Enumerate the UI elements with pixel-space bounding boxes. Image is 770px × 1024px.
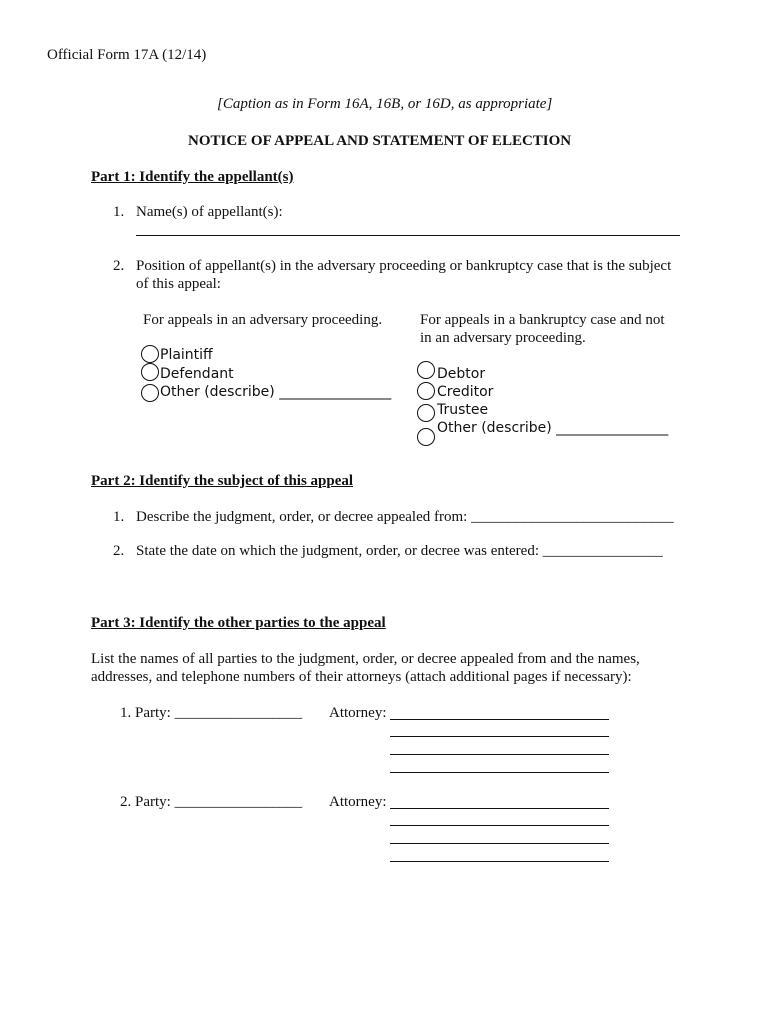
- adversary-other-label: Other (describe) ________________: [160, 384, 392, 400]
- party1-attorney-line4[interactable]: [390, 772, 609, 773]
- page-title: NOTICE OF APPEAL AND STATEMENT OF ELECTION: [188, 133, 572, 149]
- party2-attorney-label: Attorney:: [329, 794, 387, 810]
- part2-heading: Part 2: Identify the subject of this appeal: [91, 473, 354, 489]
- part3-intro-line2: addresses, and telephone numbers of their attorneys (attach additional pages if necessary):: [91, 669, 632, 685]
- part1-item1-number: 1.: [113, 204, 125, 220]
- plaintiff-radio[interactable]: [141, 345, 159, 363]
- party1-attorney-line3[interactable]: [390, 754, 609, 755]
- part3-heading: Part 3: Identify the other parties to the appeal: [91, 615, 386, 631]
- party2-field[interactable]: 2. Party: _________________: [120, 794, 303, 810]
- adversary-other-radio[interactable]: [141, 384, 159, 402]
- debtor-label: Debtor: [437, 366, 486, 382]
- creditor-label: Creditor: [437, 384, 494, 400]
- appellant-name-label: Name(s) of appellant(s):: [136, 204, 283, 220]
- party2-attorney-line4[interactable]: [390, 861, 609, 862]
- form-id: Official Form 17A (12/14): [47, 47, 207, 63]
- caption-note: [Caption as in Form 16A, 16B, or 16D, as appropriate]: [217, 96, 553, 112]
- bankruptcy-other-radio[interactable]: [417, 428, 435, 446]
- part1-heading: Part 1: Identify the appellant(s): [91, 169, 294, 185]
- defendant-label: Defendant: [160, 366, 234, 382]
- position-question-line2: of this appeal:: [136, 276, 221, 292]
- part3-intro-line1: List the names of all parties to the judgment, order, or decree appealed from and the names,: [91, 651, 640, 667]
- party2-attorney-line2[interactable]: [390, 825, 609, 826]
- party1-attorney-line1[interactable]: [390, 719, 609, 720]
- judgment-description-field[interactable]: Describe the judgment, order, or decree appealed from: ___________________________: [136, 509, 674, 525]
- part2-item1-number: 1.: [113, 509, 125, 525]
- party1-field[interactable]: 1. Party: _________________: [120, 705, 303, 721]
- party2-attorney-line1[interactable]: [390, 808, 609, 809]
- defendant-radio[interactable]: [141, 363, 159, 381]
- debtor-radio[interactable]: [417, 361, 435, 379]
- bankruptcy-other-label: Other (describe) ________________: [437, 420, 669, 436]
- adversary-heading: For appeals in an adversary proceeding.: [143, 312, 383, 328]
- party2-attorney-line3[interactable]: [390, 843, 609, 844]
- bankruptcy-heading-line2: in an adversary proceeding.: [420, 330, 586, 346]
- trustee-radio[interactable]: [417, 404, 435, 422]
- appellant-name-field[interactable]: [136, 235, 680, 236]
- trustee-label: Trustee: [437, 402, 489, 418]
- position-question-line1: Position of appellant(s) in the adversary proceeding or bankruptcy case that is the subject: [136, 258, 672, 274]
- part2-item2-number: 2.: [113, 543, 125, 559]
- party1-attorney-line2[interactable]: [390, 736, 609, 737]
- creditor-radio[interactable]: [417, 382, 435, 400]
- bankruptcy-heading-line1: For appeals in a bankruptcy case and not: [420, 312, 665, 328]
- part1-item2-number: 2.: [113, 258, 125, 274]
- plaintiff-label: Plaintiff: [160, 347, 213, 363]
- judgment-date-field[interactable]: State the date on which the judgment, order, or decree was entered: ________________: [136, 543, 663, 559]
- party1-attorney-label: Attorney:: [329, 705, 387, 721]
